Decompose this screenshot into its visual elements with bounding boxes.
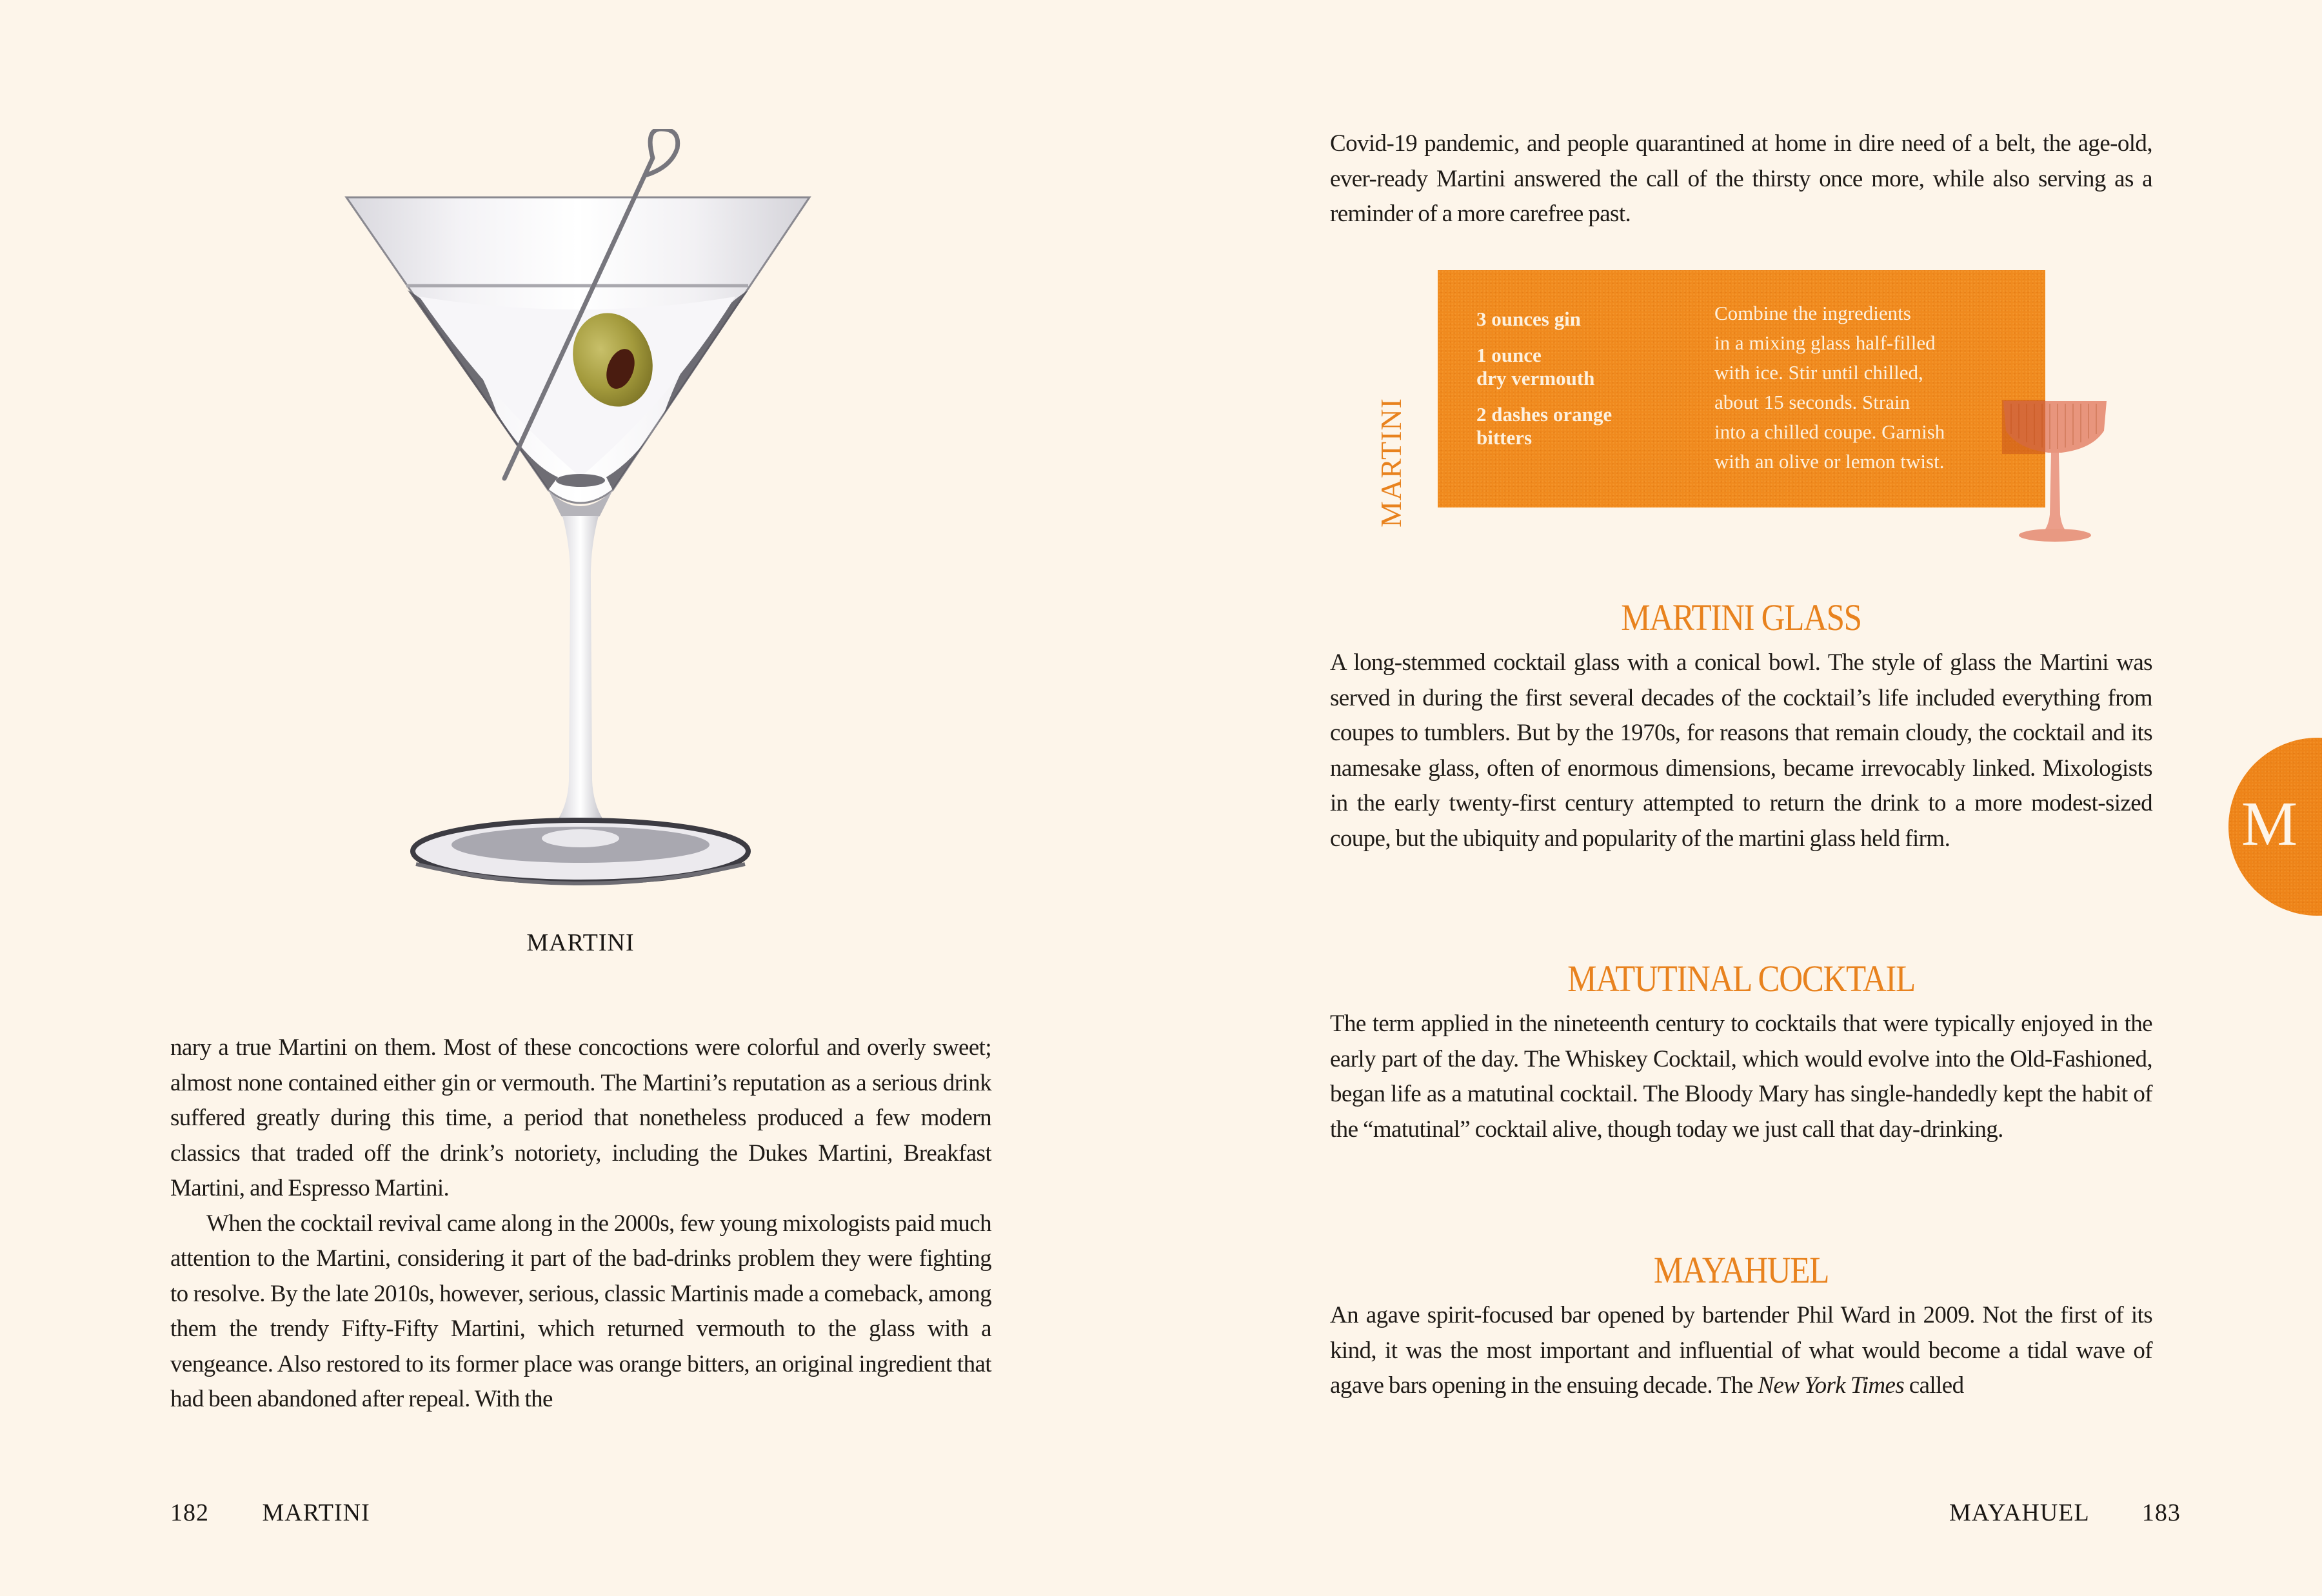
entry-heading: MATUTINAL COCKTAIL: [1567, 958, 1915, 1000]
page-number: 183: [2141, 1499, 2181, 1526]
paragraph: When the cocktail revival came along in the 2000s, few young mixologists paid much attention to the Martini, considering it part of the bad-drinks problem they were fighting to resolve. By the late 2010s, however, serious, classic Martinis made a comeback, among them the trendy Fifty-Fifty Martini, which returned vermouth to the glass with a vengeance. Also restored to its former place was orange bitters, an original ingredient that had been abandoned after repeal. With the: [170, 1210, 991, 1412]
recipe-title-vertical: MARTINI: [1374, 398, 1407, 527]
ingredients-list: [1476, 308, 1709, 462]
entry-heading: MARTINI GLASS: [1621, 596, 1861, 638]
right-folio: [1949, 1499, 2181, 1527]
running-head: MAYAHUEL: [1949, 1499, 2089, 1526]
entry-text: A long-stemmed cocktail glass with a conical bowl. The style of glass the Martini was served in during the first several decades of the cocktail’s life included everything from coupes to tumblers. But by the 1970s, for reasons that remain cloudy, the cocktail and its namesake glass, often of enormous dimensions, became irrevocably linked. Mixologists in the early twenty-first century attempted to return the drink to a more modest-sized coupe, but the ubiquity and popularity of the martini glass held firm.: [1330, 649, 2152, 852]
entry-mayahuel: [1330, 1248, 2152, 1404]
left-body-text: [170, 1030, 991, 1417]
illustration-caption: MARTINI: [526, 929, 635, 956]
running-head: MARTINI: [262, 1499, 370, 1526]
ingredient: 3 ounces gin: [1476, 308, 1581, 330]
coupe-glass-icon: [2002, 399, 2108, 544]
tab-letter: M: [2241, 789, 2298, 859]
card-overlap-shadow: [2002, 400, 2045, 454]
recipe-card: [1438, 270, 2045, 507]
entry-text: The term applied in the nineteenth century to cocktails that were typically enjoyed in the early part of the day. The Whiskey Cocktail, which would evolve into the Old-Fashioned, began life as a matutinal cocktail. The Bloody Mary has single-handedly kept the habit of the “matutinal” cocktail alive, though today we just call that day-drinking.: [1330, 1010, 2152, 1143]
paragraph: nary a true Martini on them. Most of these concoctions were colorful and overly sweet; almost none contained either gin or vermouth. The Martini’s reputation as a serious drink suffered greatly during this time, a period that nonetheless produced a few modern classics that traded off the drink’s notoriety, including the Dukes Martini, Breakfast Martini, and Espresso Martini.: [170, 1034, 991, 1201]
publication-title: New York Times: [1758, 1372, 1905, 1399]
ingredient: 2 dashes orange bitters: [1476, 403, 1612, 449]
martini-glass-illustration: [335, 129, 826, 896]
recipe-method: Combine the ingredients in a mixing glass half-filled with ice. Stir until chilled, about 15 seconds. Strain into a chilled coupe. Garnish with an olive or lemon twist.: [1714, 302, 1945, 473]
entry-matutinal-cocktail: [1330, 957, 2152, 1147]
ingredient: 1 ounce dry vermouth: [1476, 344, 1595, 389]
entry-martini-glass: [1330, 596, 2152, 856]
intro-text: Covid-19 pandemic, and people quarantined at home in dire need of a belt, the age-old, ever-ready Martini answered the call of the thirsty once more, while also serving as a reminder of a more carefree past.: [1330, 130, 2152, 227]
left-folio: [170, 1499, 370, 1527]
entry-text: An agave spirit-focused bar opened by bartender Phil Ward in 2009. Not the first of its kind, it was the most important and influential of what would become a tidal wave of agave bars opening in the ensuing decade. The New York Times called: [1330, 1302, 2152, 1399]
page-number: 182: [170, 1499, 209, 1526]
entry-heading: MAYAHUEL: [1653, 1249, 1829, 1291]
